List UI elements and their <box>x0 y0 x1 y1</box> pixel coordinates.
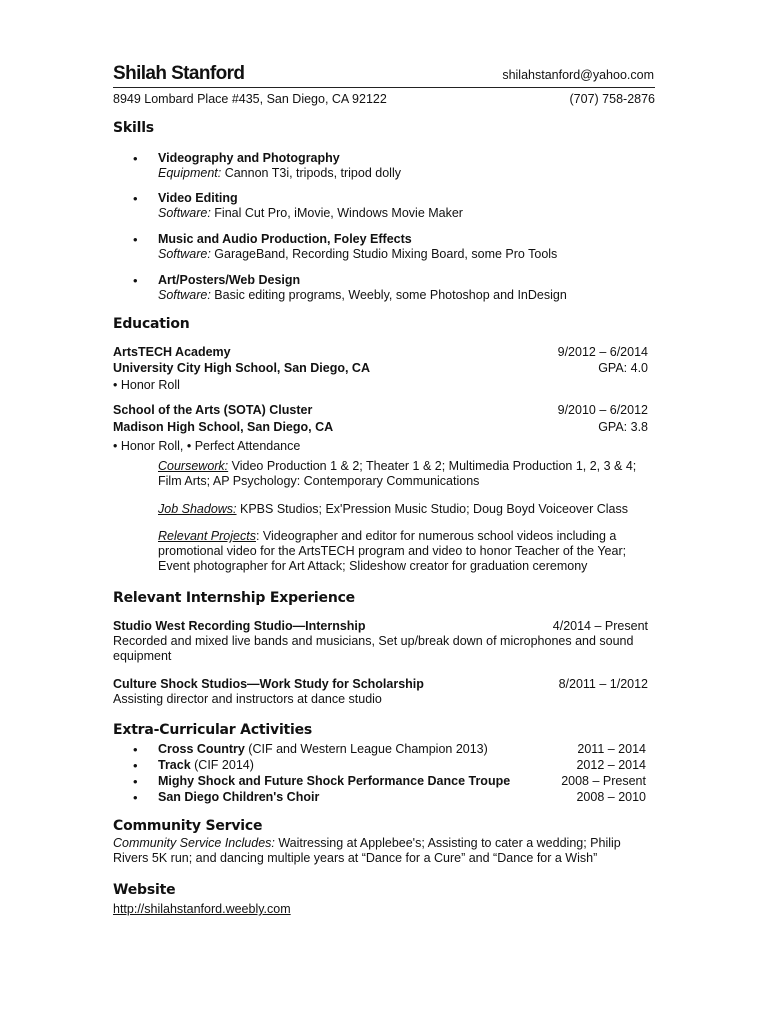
activity-title: San Diego Children's Choir <box>158 790 320 804</box>
job-title: Culture Shock Studios—Work Study for Scholarship <box>113 677 424 691</box>
job-shadows-text: KPBS Studios; Ex'Pression Music Studio; Doug Boyd Voiceover Class <box>236 502 628 516</box>
honors: • Honor Roll, • Perfect Attendance <box>113 439 301 453</box>
skill-title: Music and Audio Production, Foley Effects <box>158 232 412 246</box>
activity-item <box>133 774 646 789</box>
community-text <box>113 836 621 866</box>
job-shadows <box>158 502 628 517</box>
activity-title: Track <box>158 758 191 772</box>
community-line: Rivers 5K run; and dancing multiple years at “Dance for a Cure” and “Dance for a Wish” <box>113 851 598 865</box>
job-description-line: equipment <box>113 649 172 663</box>
activity-dates: 2008 – Present <box>561 774 646 788</box>
job-dates: 4/2014 – Present <box>552 619 648 633</box>
coursework-text: Film Arts; AP Psychology: Contemporary Communications <box>158 474 480 488</box>
gpa: GPA: 4.0 <box>598 361 648 375</box>
activity-dates: 2008 – 2010 <box>576 790 646 804</box>
job-shadows-label: Job Shadows: <box>158 502 237 516</box>
community-heading: Community Service <box>113 818 263 834</box>
coursework <box>158 459 636 489</box>
internship-heading: Relevant Internship Experience <box>113 590 355 606</box>
activity-dates: 2012 – 2014 <box>576 758 646 772</box>
skill-title: Videography and Photography <box>158 151 340 165</box>
program-name: ArtsTECH Academy <box>113 345 231 359</box>
skill-title: Art/Posters/Web Design <box>158 273 301 287</box>
bullet-icon: • <box>133 742 138 757</box>
bullet-icon: • <box>133 191 138 206</box>
skill-item <box>158 191 463 221</box>
activities-heading: Extra-Curricular Activities <box>113 722 313 738</box>
education-dates: 9/2012 – 6/2014 <box>557 345 648 359</box>
skill-label: Software: <box>158 206 211 220</box>
phone-number: (707) 758-2876 <box>569 92 655 106</box>
email-address[interactable]: shilahstanford@yahoo.com <box>502 68 654 82</box>
projects-text: Event photographer for Art Attack; Slideshow creator for graduation ceremony <box>158 559 588 573</box>
program-name: School of the Arts (SOTA) Cluster <box>113 403 313 417</box>
resume-name: Shilah Stanford <box>113 63 245 84</box>
skill-label: Software: <box>158 247 211 261</box>
job-dates: 8/2011 – 1/2012 <box>558 677 648 691</box>
header-divider <box>113 87 655 88</box>
mailing-address: 8949 Lombard Place #435, San Diego, CA 92122 <box>113 92 387 106</box>
job-description: Assisting director and instructors at dance studio <box>113 692 382 706</box>
job-description <box>113 634 633 664</box>
bullet-icon: • <box>133 232 138 247</box>
education-entry-school <box>113 361 648 376</box>
skill-label: Software: <box>158 288 211 302</box>
projects-label: Relevant Projects <box>158 529 256 543</box>
activity-note: (CIF and Western League Champion 2013) <box>244 742 488 756</box>
website-url[interactable]: http://shilahstanford.weebly.com <box>113 902 291 916</box>
coursework-text: Video Production 1 & 2; Theater 1 & 2; Multimedia Production 1, 2, 3 & 4; <box>228 459 637 473</box>
bullet-icon: • <box>133 790 138 805</box>
education-entry-header <box>113 345 648 360</box>
skill-label: Equipment: <box>158 166 222 180</box>
education-dates: 9/2010 – 6/2012 <box>557 403 648 417</box>
school-name: University City High School, San Diego, CA <box>113 361 370 375</box>
projects-text: : Videographer and editor for numerous school videos including a <box>255 529 617 543</box>
job-header <box>113 619 648 634</box>
activity-title: Cross Country <box>158 742 245 756</box>
education-heading: Education <box>113 316 190 332</box>
skill-title: Video Editing <box>158 191 238 205</box>
education-entry-school <box>113 420 648 435</box>
coursework-label: Coursework: <box>158 459 229 473</box>
job-header <box>113 677 648 692</box>
skill-detail: Basic editing programs, Weebly, some Photoshop and InDesign <box>210 288 567 302</box>
skill-item <box>158 151 401 181</box>
bullet-icon: • <box>133 774 138 789</box>
skill-item <box>158 273 567 303</box>
projects-text: promotional video for the ArtsTECH program and video to honor Teacher of the Year; <box>158 544 627 558</box>
activity-dates: 2011 – 2014 <box>577 742 646 756</box>
website-link[interactable] <box>113 902 291 917</box>
job-description-line: Recorded and mixed live bands and musicians, Set up/break down of microphones and sound <box>113 634 634 648</box>
bullet-icon: • <box>133 273 138 288</box>
job-title: Studio West Recording Studio—Internship <box>113 619 366 633</box>
bullet-icon: • <box>133 151 138 166</box>
school-name: Madison High School, San Diego, CA <box>113 420 334 434</box>
bullet-icon: • <box>133 758 138 773</box>
honors: • Honor Roll <box>113 378 180 392</box>
activity-title: Mighy Shock and Future Shock Performance Dance Troupe <box>158 774 511 788</box>
relevant-projects <box>158 529 626 574</box>
website-heading: Website <box>113 882 176 898</box>
skill-detail: Cannon T3i, tripods, tripod dolly <box>221 166 401 180</box>
gpa: GPA: 3.8 <box>598 420 648 434</box>
skill-detail: GarageBand, Recording Studio Mixing Board, some Pro Tools <box>210 247 558 261</box>
activity-note: (CIF 2014) <box>190 758 254 772</box>
activity-item <box>133 758 646 773</box>
community-line: Waitressing at Applebee's; Assisting to cater a wedding; Philip <box>274 836 621 850</box>
skill-detail: Final Cut Pro, iMovie, Windows Movie Maker <box>210 206 463 220</box>
skills-heading: Skills <box>113 120 154 136</box>
community-label: Community Service Includes: <box>113 836 275 850</box>
activity-item <box>133 790 646 805</box>
activity-item <box>133 742 646 757</box>
education-entry-header <box>113 403 648 418</box>
skill-item <box>158 232 557 262</box>
